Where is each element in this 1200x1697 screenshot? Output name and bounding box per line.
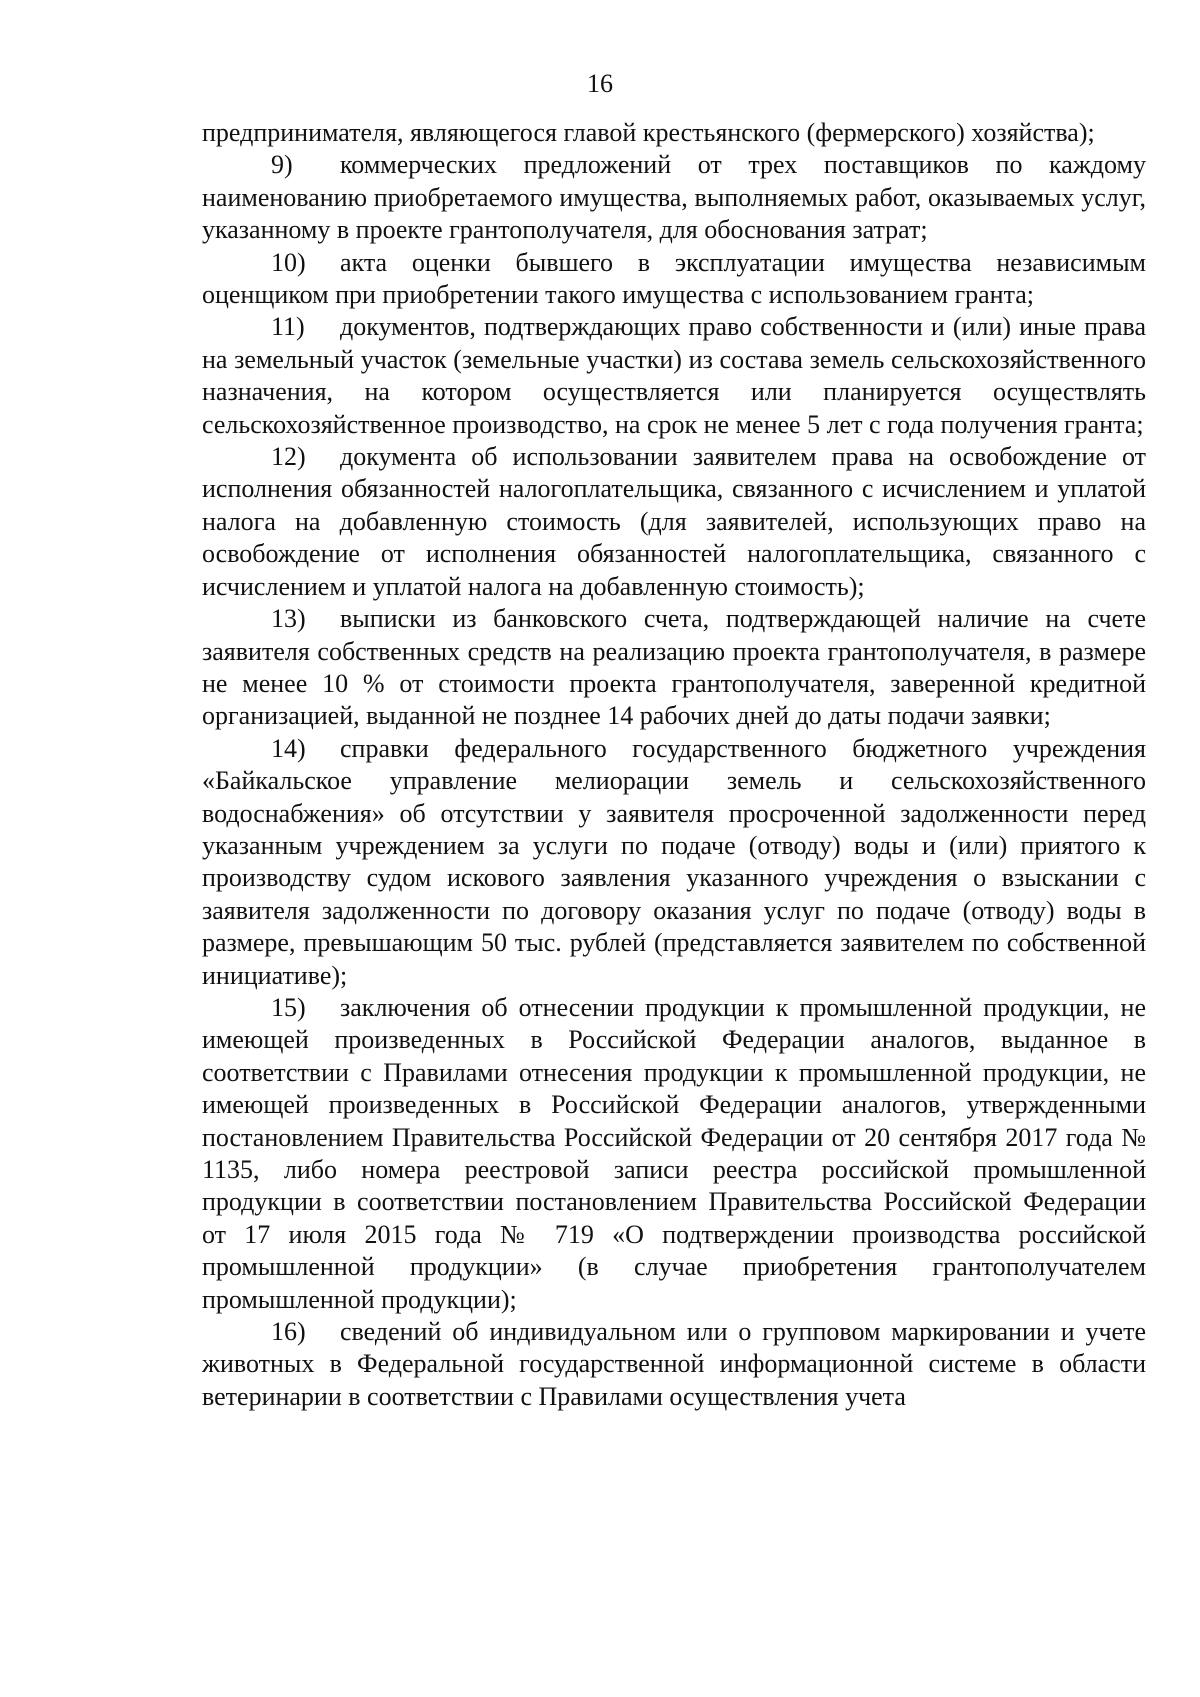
list-item-9 — [202, 149, 1146, 246]
item-text: сведений об индивидуальном или о групповом маркировании и учете животных в Федеральной государственной информационной системе в области ветеринарии в соответствии с Правилами осуществления учета — [202, 1317, 1146, 1411]
item-text: справки федерального государственного бюджетного учреждения «Байкальское управление мелиорации земель и сельскохозяйственного водоснабжения» об отсутствии у заявителя просроченной задолженности перед указанным учреждением за услуги по подаче (отводу) воды и (или) приятого к производству судом искового заявления указанного учреждения о взыскании с заявителя задолженности по договору оказания услуг по подаче (отводу) воды в размере, превышающим 50 тыс. рублей (представляется заявителем по собственной инициативе); — [202, 733, 1146, 990]
item-number: 11) — [271, 312, 305, 342]
item-text: акта оценки бывшего в эксплуатации имущества независимым оценщиком при приобретении такого имущества с использованием гранта; — [202, 247, 1146, 310]
item-number: 10) — [271, 247, 306, 277]
list-item-16 — [202, 1316, 1146, 1413]
list-item-15 — [202, 992, 1146, 1316]
paragraph-text: предпринимателя, являющегося главой крестьянского (фермерского) хозяйства); — [202, 118, 1095, 147]
item-text: выписки из банковского счета, подтверждающей наличие на счете заявителя собственных средств на реализацию проекта грантополучателя, в размере не менее 10 % от стоимости проекта грантополучателя, заверенной кредитной организацией, выданной не позднее 14 рабочих дней до даты подачи заявки; — [202, 604, 1146, 731]
list-item-13 — [202, 603, 1146, 733]
item-number: 9) — [271, 150, 293, 180]
document-body — [202, 117, 1146, 1413]
item-text: коммерческих предложений от трех поставщиков по каждому наименованию приобретаемого имущества, выполняемых работ, оказываемых услуг, указанному в проекте грантополучателя, для обоснования затрат; — [202, 150, 1146, 245]
item-number: 12) — [271, 442, 306, 472]
list-item-11 — [202, 311, 1146, 441]
item-number: 15) — [271, 992, 306, 1022]
list-item-10 — [202, 247, 1146, 312]
list-item-12 — [202, 441, 1146, 603]
item-number: 14) — [271, 733, 306, 763]
item-number: 13) — [271, 604, 306, 634]
item-text: документов, подтверждающих право собственности и (или) иные права на земельный участок (земельные участки) из состава земель сельскохозяйственного назначения, на котором осуществляется или планируется осуществлять сельскохозяйственное производство, на срок не менее 5 лет с года получения гранта; — [202, 312, 1146, 439]
paragraph-continuation — [202, 117, 1146, 149]
item-text: документа об использовании заявителем права на освобождение от исполнения обязанностей налогоплательщика, связанного с исчислением и уплатой налога на добавленную стоимость (для заявителей, использующих право на освобождение от исполнения обязанностей налогоплательщика, связанного с исчислением и уплатой налога на добавленную стоимость); — [202, 442, 1146, 601]
item-number: 16) — [271, 1317, 306, 1347]
page-number: 16 — [587, 69, 613, 98]
list-item-14 — [202, 733, 1146, 992]
item-text: заключения об отнесении продукции к промышленной продукции, не имеющей произведенных в Российской Федерации аналогов, выданное в соответствии с Правилами отнесения продукции к промышленной продукции, не имеющей произведенных в Российской Федерации аналогов, утвержденными постановлением Правительства Российской Федерации от 20 сентября 2017 года № 1135, либо номера реестровой записи реестра российской промышленной продукции в соответствии постановлением Правительства Российской Федерации от 17 июля 2015 года № 719 «О подтверждении производства российской промышленной продукции» (в случае приобретения грантополучателем промышленной продукции); — [202, 992, 1146, 1314]
